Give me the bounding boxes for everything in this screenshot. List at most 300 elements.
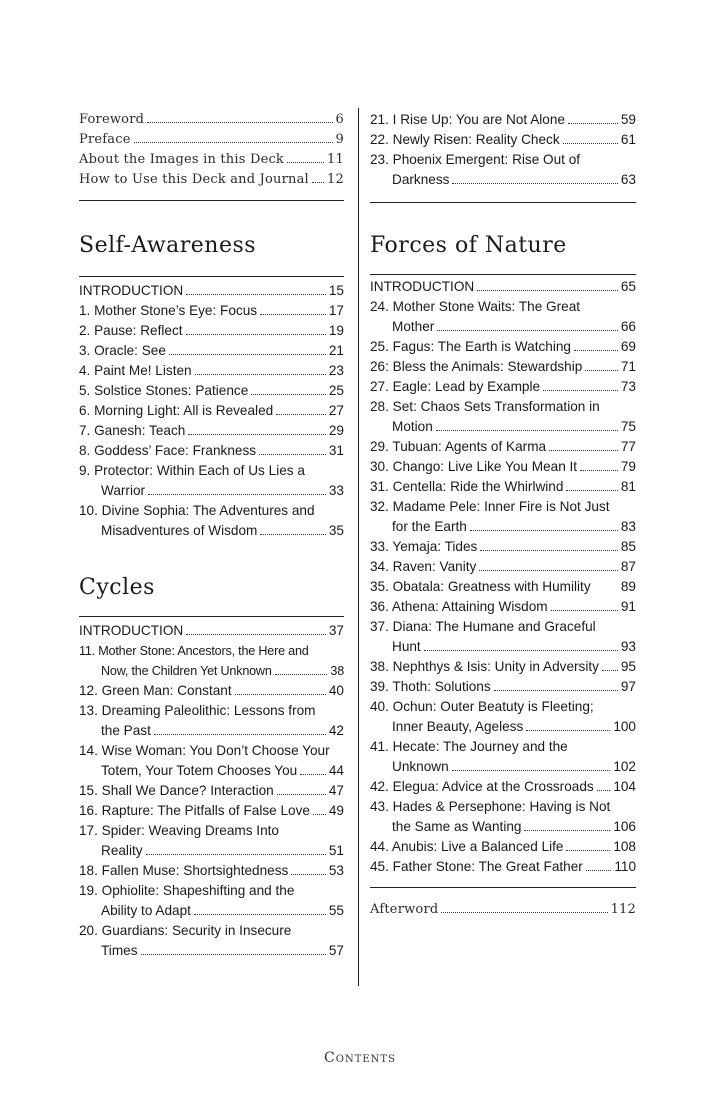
dot-leader <box>300 774 326 775</box>
entry-line <box>370 857 636 877</box>
entry-title: Foreword <box>79 112 145 127</box>
entry-line <box>79 801 344 821</box>
page-number: 9 <box>335 132 344 147</box>
dot-leader <box>141 954 326 955</box>
entry-line <box>79 521 344 541</box>
entry-line <box>370 497 636 517</box>
page-number: 37 <box>328 623 344 638</box>
entry-line <box>370 697 636 717</box>
entry-line <box>79 381 344 401</box>
toc-entry <box>370 337 636 357</box>
dot-leader <box>134 142 333 143</box>
entry-line <box>370 377 636 397</box>
entry-line <box>370 597 636 617</box>
entry-title: Misadventures of Wisdom <box>101 523 258 538</box>
entry-title: INTRODUCTION <box>79 623 184 638</box>
dot-leader <box>549 450 618 451</box>
entry-line <box>370 437 636 457</box>
toc-entry <box>370 857 636 877</box>
page-number: 12 <box>327 172 344 187</box>
page-number: 85 <box>620 539 636 554</box>
entry-title: 11. Mother Stone: Ancestors, the Here and <box>79 644 309 658</box>
entry-title: Mother <box>392 319 435 334</box>
dot-leader <box>566 850 610 851</box>
toc-entry <box>79 861 344 881</box>
section-rule <box>79 276 344 277</box>
entry-line <box>79 301 344 321</box>
toc-entry <box>370 110 636 130</box>
dot-leader <box>235 694 326 695</box>
toc-entry <box>79 170 344 190</box>
entry-line <box>79 761 344 781</box>
page-number: 23 <box>328 363 344 378</box>
page-number: 93 <box>620 639 636 654</box>
dot-leader <box>470 530 618 531</box>
toc-left-column <box>79 110 344 961</box>
page-number: 33 <box>328 483 344 498</box>
entry-line <box>79 481 344 501</box>
entry-title: Warrior <box>101 483 146 498</box>
entry-title: 18. Fallen Muse: Shortsightedness <box>79 863 289 878</box>
page-number: 31 <box>328 443 344 458</box>
entry-title: Motion <box>392 419 433 434</box>
toc-entry <box>79 821 344 861</box>
page-number: 27 <box>328 403 344 418</box>
entry-line <box>79 501 344 521</box>
toc-entry <box>370 797 636 837</box>
dot-leader <box>277 794 326 795</box>
toc-entry <box>370 837 636 857</box>
page-number: 73 <box>620 379 636 394</box>
entry-title: 8. Goddess’ Face: Frankness <box>79 443 257 458</box>
entry-line <box>79 641 344 661</box>
entry-title: 21. I Rise Up: You are Not Alone <box>370 112 565 127</box>
entry-line <box>370 757 636 777</box>
front-matter-rule <box>79 200 344 201</box>
page-number: 25 <box>328 383 344 398</box>
entry-line <box>370 577 636 597</box>
page-number: 104 <box>613 779 636 794</box>
cycles-list <box>79 621 344 961</box>
toc-entry <box>79 401 344 421</box>
entry-title: 33. Yemaja: Tides <box>370 539 478 554</box>
entry-line <box>370 717 636 737</box>
entry-line <box>370 797 636 817</box>
toc-entry <box>79 301 344 321</box>
toc-entry <box>370 677 636 697</box>
entry-line <box>79 621 344 641</box>
entry-title: Darkness <box>392 172 450 187</box>
entry-line <box>79 361 344 381</box>
entry-title: 24. Mother Stone Waits: The Great <box>370 299 581 314</box>
dot-leader <box>154 734 326 735</box>
dot-leader <box>580 470 618 471</box>
dot-leader <box>260 534 325 535</box>
entry-line <box>79 781 344 801</box>
page-number: 110 <box>614 859 636 874</box>
entry-title: 23. Phoenix Emergent: Rise Out of <box>370 152 581 167</box>
page-number: 44 <box>328 763 344 778</box>
page-number: 21 <box>328 343 344 358</box>
back-matter-rule <box>370 887 636 888</box>
entry-title: 39. Thoth: Solutions <box>370 679 491 694</box>
toc-entry <box>79 781 344 801</box>
toc-entry <box>370 397 636 437</box>
dot-leader <box>437 330 618 331</box>
entry-line <box>370 277 636 297</box>
dot-leader <box>574 350 618 351</box>
entry-title: 38. Nephthys & Isis: Unity in Adversity <box>370 659 599 674</box>
section-rule <box>370 274 636 275</box>
toc-entry <box>370 377 636 397</box>
dot-leader <box>195 374 326 375</box>
entry-title: 45. Father Stone: The Great Father <box>370 859 583 874</box>
dot-leader <box>312 182 324 183</box>
entry-line <box>370 317 636 337</box>
toc-entry <box>79 921 344 961</box>
entry-title: 35. Obatala: Greatness with Humility <box>370 579 591 594</box>
page-number: 53 <box>328 863 344 878</box>
page-number: 11 <box>327 152 344 167</box>
toc-entry <box>79 741 344 781</box>
entry-title: Hunt <box>392 639 421 654</box>
dot-leader <box>452 183 617 184</box>
entry-line <box>370 150 636 170</box>
page-number: 89 <box>620 579 636 594</box>
entry-title: 16. Rapture: The Pitfalls of False Love <box>79 803 310 818</box>
toc-entry <box>79 321 344 341</box>
dot-leader <box>594 590 618 591</box>
toc-right-column <box>370 110 636 920</box>
entry-line <box>370 657 636 677</box>
entry-title: for the Earth <box>392 519 467 534</box>
page-number: 112 <box>610 902 636 917</box>
entry-title: Now, the Children Yet Unknown <box>101 664 272 678</box>
toc-entry <box>370 150 636 190</box>
page-number: 51 <box>328 843 344 858</box>
dot-leader <box>526 730 610 731</box>
page-number: 63 <box>620 172 636 187</box>
toc-entry <box>370 537 636 557</box>
toc-entry <box>370 497 636 537</box>
entry-line <box>79 921 344 941</box>
page-number: 79 <box>620 459 636 474</box>
entry-title: Afterword <box>370 902 439 917</box>
entry-title: 28. Set: Chaos Sets Transformation in <box>370 399 600 414</box>
page-number: 106 <box>613 819 636 834</box>
entry-line <box>79 941 344 961</box>
entry-title: Times <box>101 943 138 958</box>
entry-line <box>370 837 636 857</box>
entry-title: 20. Guardians: Security in Insecure <box>79 923 292 938</box>
dot-leader <box>441 912 607 913</box>
entry-line <box>370 557 636 577</box>
dot-leader <box>524 830 610 831</box>
entry-line <box>79 741 344 761</box>
toc-entry <box>79 130 344 150</box>
page-number: 95 <box>620 659 636 674</box>
dot-leader <box>259 454 326 455</box>
entry-line <box>370 477 636 497</box>
entry-title: 29. Tubuan: Agents of Karma <box>370 439 547 454</box>
entry-title: 27. Eagle: Lead by Example <box>370 379 541 394</box>
entry-title: Reality <box>101 843 143 858</box>
page-number: 55 <box>328 903 344 918</box>
entry-title: INTRODUCTION <box>370 279 475 294</box>
entry-line <box>79 681 344 701</box>
entry-line <box>370 397 636 417</box>
toc-entry <box>370 357 636 377</box>
self-awareness-list <box>79 281 344 541</box>
entry-line <box>79 281 344 301</box>
entry-title: 14. Wise Woman: You Don’t Choose Your <box>79 743 330 758</box>
entry-title: the Past <box>101 723 151 738</box>
entry-line <box>79 341 344 361</box>
toc-entry <box>370 617 636 657</box>
entry-line <box>370 817 636 837</box>
entry-title: 43. Hades & Persephone: Having is Not <box>370 799 611 814</box>
toc-entry <box>79 110 344 130</box>
entry-title: 25. Fagus: The Earth is Watching <box>370 339 571 354</box>
entry-title: 3. Oracle: See <box>79 343 166 358</box>
dot-leader <box>147 122 332 123</box>
page-number: 47 <box>328 783 344 798</box>
entry-line <box>370 417 636 437</box>
section-rule <box>370 202 636 203</box>
entry-title: Unknown <box>392 759 449 774</box>
toc-entry <box>79 441 344 461</box>
dot-leader <box>585 370 618 371</box>
entry-line <box>79 721 344 741</box>
toc-entry <box>370 130 636 150</box>
entry-line <box>79 901 344 921</box>
page-number: 49 <box>328 803 344 818</box>
entry-line <box>370 337 636 357</box>
entry-line <box>370 170 636 190</box>
entry-title: 9. Protector: Within Each of Us Lies a <box>79 463 305 478</box>
toc-entry <box>370 277 636 297</box>
entry-title: About the Images in this Deck <box>79 152 285 167</box>
entry-title: 10. Divine Sophia: The Adventures and <box>79 503 315 518</box>
entry-title: 13. Dreaming Paleolithic: Lessons from <box>79 703 316 718</box>
dot-leader <box>436 430 618 431</box>
toc-entry <box>79 501 344 541</box>
dot-leader <box>543 390 618 391</box>
entry-title: 7. Ganesh: Teach <box>79 423 186 438</box>
dot-leader <box>452 770 611 771</box>
entry-line <box>370 357 636 377</box>
dot-leader <box>424 650 618 651</box>
dot-leader <box>251 394 326 395</box>
entry-line <box>370 297 636 317</box>
toc-entry <box>79 681 344 701</box>
section-rule <box>79 616 344 617</box>
toc-entry <box>79 641 344 681</box>
dot-leader <box>480 550 618 551</box>
entry-title: 12. Green Man: Constant <box>79 683 232 698</box>
toc-entry <box>370 657 636 677</box>
entry-line <box>79 461 344 481</box>
dot-leader <box>260 314 326 315</box>
toc-entry <box>79 150 344 170</box>
toc-entry <box>370 900 636 920</box>
entry-title: INTRODUCTION <box>79 283 184 298</box>
entry-title: 41. Hecate: The Journey and the <box>370 739 568 754</box>
section-title-forces-of-nature: Forces of Nature <box>370 233 567 258</box>
entry-title: 26: Bless the Animals: Stewardship <box>370 359 583 374</box>
dot-leader <box>568 123 618 124</box>
entry-line <box>79 701 344 721</box>
page-number: 15 <box>328 283 344 298</box>
entry-line <box>370 130 636 150</box>
entry-line <box>370 110 636 130</box>
entry-line <box>79 661 344 681</box>
entry-title: 31. Centella: Ride the Whirlwind <box>370 479 564 494</box>
entry-line <box>370 537 636 557</box>
dot-leader <box>597 790 611 791</box>
page-number: 65 <box>620 279 636 294</box>
dot-leader <box>551 610 618 611</box>
back-matter-list <box>370 900 636 920</box>
page-number: 69 <box>620 339 636 354</box>
entry-title: the Same as Wanting <box>392 819 522 834</box>
page-number: 35 <box>328 523 344 538</box>
entry-title: 15. Shall We Dance? Interaction <box>79 783 274 798</box>
entry-title: 22. Newly Risen: Reality Check <box>370 132 560 147</box>
toc-entry <box>370 777 636 797</box>
page-number: 38 <box>330 664 344 678</box>
dot-leader <box>169 354 326 355</box>
dot-leader <box>602 670 618 671</box>
dot-leader <box>188 434 326 435</box>
entry-title: 4. Paint Me! Listen <box>79 363 192 378</box>
entry-title: 6. Morning Light: All is Revealed <box>79 403 274 418</box>
toc-entry <box>370 457 636 477</box>
toc-entry <box>79 801 344 821</box>
entry-title: Preface <box>79 132 131 147</box>
page-number: 29 <box>328 423 344 438</box>
page-number: 102 <box>613 759 636 774</box>
page-number: 42 <box>328 723 344 738</box>
page-number: 19 <box>328 323 344 338</box>
dot-leader <box>186 294 326 295</box>
toc-entry <box>79 381 344 401</box>
forces-of-nature-list <box>370 277 636 877</box>
entry-title: Totem, Your Totem Chooses You <box>101 763 298 778</box>
entry-title: 2. Pause: Reflect <box>79 323 183 338</box>
entry-title: 34. Raven: Vanity <box>370 559 477 574</box>
entry-title: How to Use this Deck and Journal <box>79 172 309 187</box>
dot-leader <box>148 494 326 495</box>
toc-entry <box>79 701 344 741</box>
toc-entry <box>370 597 636 617</box>
entry-line <box>79 321 344 341</box>
toc-entry <box>370 557 636 577</box>
page-number: 57 <box>328 943 344 958</box>
page-number: 100 <box>613 719 636 734</box>
page-number: 81 <box>620 479 636 494</box>
entry-line <box>79 421 344 441</box>
dot-leader <box>194 914 326 915</box>
entry-title: 32. Madame Pele: Inner Fire is Not Just <box>370 499 610 514</box>
dot-leader <box>146 854 326 855</box>
toc-entry <box>79 421 344 441</box>
entry-line <box>370 677 636 697</box>
toc-entry <box>370 577 636 597</box>
dot-leader <box>494 690 618 691</box>
front-matter-list <box>79 110 344 190</box>
dot-leader <box>287 162 324 163</box>
page-number: 66 <box>620 319 636 334</box>
dot-leader <box>563 143 618 144</box>
dot-leader <box>275 674 328 675</box>
toc-entry <box>79 881 344 921</box>
entry-title: 5. Solstice Stones: Patience <box>79 383 249 398</box>
section-title-self-awareness: Self-Awareness <box>79 233 257 258</box>
dot-leader <box>313 814 326 815</box>
entry-title: Inner Beauty, Ageless <box>392 719 524 734</box>
page-number: 6 <box>335 112 344 127</box>
entry-line <box>79 861 344 881</box>
page-number: 87 <box>620 559 636 574</box>
dot-leader <box>586 870 611 871</box>
toc-entry <box>370 477 636 497</box>
entry-line <box>79 841 344 861</box>
entry-line <box>79 441 344 461</box>
page-number: 77 <box>620 439 636 454</box>
dot-leader <box>291 874 326 875</box>
entry-title: 42. Elegua: Advice at the Crossroads <box>370 779 594 794</box>
toc-entry <box>370 297 636 337</box>
entry-title: 17. Spider: Weaving Dreams Into <box>79 823 279 838</box>
dot-leader <box>276 414 326 415</box>
entry-title: 36. Athena: Attaining Wisdom <box>370 599 548 614</box>
page-number: 71 <box>620 359 636 374</box>
page-number: 40 <box>328 683 344 698</box>
entry-line <box>370 777 636 797</box>
entry-title: Ability to Adapt <box>101 903 191 918</box>
dot-leader <box>186 634 326 635</box>
entry-title: 1. Mother Stone’s Eye: Focus <box>79 303 258 318</box>
entry-title: 19. Ophiolite: Shapeshifting and the <box>79 883 295 898</box>
dot-leader <box>566 490 617 491</box>
page-number: 75 <box>620 419 636 434</box>
entry-line <box>370 737 636 757</box>
section-title-cycles: Cycles <box>79 575 155 600</box>
toc-entry <box>79 461 344 501</box>
entry-line <box>79 821 344 841</box>
entry-line <box>79 401 344 421</box>
entry-title: 30. Chango: Live Like You Mean It <box>370 459 578 474</box>
dot-leader <box>186 334 326 335</box>
phoenix-list <box>370 110 636 190</box>
entry-title: 37. Diana: The Humane and Graceful <box>370 619 596 634</box>
entry-line <box>370 457 636 477</box>
page-number: 83 <box>620 519 636 534</box>
toc-entry <box>79 361 344 381</box>
entry-line <box>370 637 636 657</box>
entry-title: 40. Ochun: Outer Beatuty is Fleeting; <box>370 699 594 714</box>
entry-title: 44. Anubis: Live a Balanced Life <box>370 839 564 854</box>
toc-entry <box>79 621 344 641</box>
toc-entry <box>79 281 344 301</box>
toc-entry <box>370 737 636 777</box>
entry-line <box>370 517 636 537</box>
dot-leader <box>479 570 618 571</box>
entry-line <box>370 617 636 637</box>
entry-line <box>79 881 344 901</box>
page-number: 61 <box>620 132 636 147</box>
